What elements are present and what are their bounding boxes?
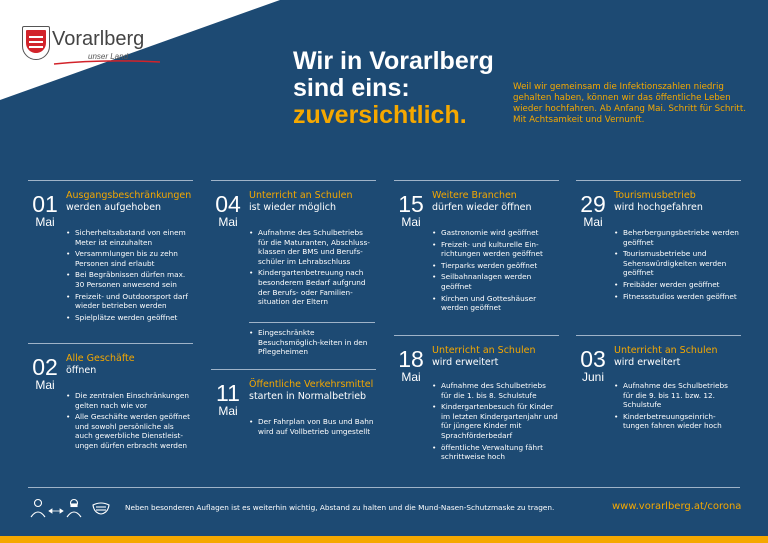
entry-title-accent: Alle Geschäfte [66, 353, 135, 364]
entry-title-accent: Unterricht an Schulen [614, 345, 718, 356]
entry-list [66, 391, 192, 453]
list-item: • Gastronomie wird geöffnet [432, 228, 558, 238]
entry-divider [211, 369, 376, 370]
timeline-entry-18-mai [394, 335, 559, 475]
list-item: • Fitnessstudios werden geöffnet [614, 292, 740, 302]
entry-day: 02 [32, 354, 58, 380]
entry-divider [28, 180, 193, 181]
entry-title-sub: werden aufgehoben [66, 202, 162, 213]
entry-list [432, 228, 558, 315]
entry-title-accent: Unterricht an Schulen [249, 190, 353, 201]
timeline-entry-15-mai [394, 180, 559, 325]
entry-divider [28, 343, 193, 344]
vorarlberg-logo[interactable] [22, 26, 172, 74]
logo-subtitle: unser Land [88, 52, 129, 61]
entry-list [249, 228, 375, 309]
entry-extra-list [249, 328, 375, 359]
entry-day: 29 [580, 191, 606, 217]
list-item: • Alle Geschäfte werden geöffnet und sowohl persönliche als auch gewerbliche Dienstleist-ungen dürfen erbracht werden [66, 412, 192, 450]
headline-line1: Wir in Vorarlberg [293, 47, 494, 75]
entry-subdivider [249, 322, 375, 323]
list-item: • Eingeschränkte Besuchsmöglich-keiten in den Pflegeheimen [249, 328, 375, 357]
footer-divider [28, 487, 740, 488]
person-icon [31, 500, 45, 518]
entry-month: Mai [35, 215, 55, 229]
entry-divider [211, 180, 376, 181]
entry-divider [394, 180, 559, 181]
timeline-entry-04-mai [211, 180, 376, 355]
list-item: • Spielplätze werden geöffnet [66, 313, 192, 323]
entry-list [66, 228, 192, 324]
list-item: • Kinderbetreuungseinrich-tungen fahren wieder hoch [614, 412, 740, 431]
list-item: • Beherbergungsbetriebe werden geöffnet [614, 228, 740, 247]
list-item: • Bei Begräbnissen dürfen max. 30 Personen anwesend sein [66, 270, 192, 289]
list-item: • öffentliche Verwaltung fährt schrittweise hoch [432, 443, 558, 462]
entry-title-sub: ist wieder möglich [249, 202, 337, 213]
entry-month: Juni [581, 370, 604, 384]
entry-title-sub: wird hochgefahren [614, 202, 703, 213]
intro-text: Weil wir gemeinsam die Infektionszahlen niedrig gehalten haben, können wir das öffentliche Leben wieder hochfahren. Ab Anfang Mai. Schritt für Schritt. Mit Achtsamkeit und Vernunft. [513, 82, 747, 125]
list-item: • Aufnahme des Schulbetriebs für die 9. bis 11. bzw. 12. Schulstufe [614, 381, 740, 410]
entry-month: Mai [401, 370, 421, 384]
list-item: • Versammlungen bis zu zehn Personen sind erlaubt [66, 249, 192, 268]
timeline-entry-03-juni [576, 335, 741, 455]
entry-date [28, 192, 62, 229]
footer-url-link[interactable]: www.vorarlberg.at/corona [612, 501, 742, 512]
entry-title [66, 353, 135, 377]
entry-title [66, 190, 191, 214]
entry-month: Mai [218, 404, 238, 418]
bottom-accent-bar [0, 536, 768, 543]
distance-arrow-icon [49, 509, 63, 513]
list-item: • Kindergartenbesuch für Kinder im letzten Kindergartenjahr und für jüngere Kinder mit Sprachförderbedarf [432, 402, 558, 440]
coat-of-arms-icon [22, 26, 50, 60]
list-item: • Kindergartenbetreuung nach besonderem Bedarf aufgrund der Berufs- oder Familien-situation der Eltern [249, 268, 375, 306]
timeline-entry-02-mai [28, 343, 193, 463]
entry-divider [394, 335, 559, 336]
list-item: • Sicherheitsabstand von einem Meter ist einzuhalten [66, 228, 192, 247]
entry-title [432, 190, 532, 214]
mask-icon [93, 503, 109, 514]
entry-date [211, 381, 245, 418]
entry-day: 03 [580, 346, 606, 372]
entry-title-sub: öffnen [66, 365, 97, 376]
entry-title-sub: wird erweitert [614, 357, 681, 368]
entry-list [432, 381, 558, 464]
entry-title-sub: wird erweitert [432, 357, 499, 368]
timeline-entry-01-mai [28, 180, 193, 340]
entry-title-accent: Unterricht an Schulen [432, 345, 536, 356]
entry-day: 11 [216, 380, 240, 406]
entry-title-sub: dürfen wieder öffnen [432, 202, 532, 213]
list-item: • Seilbahnanlagen werden geöffnet [432, 272, 558, 291]
entry-list [249, 417, 375, 438]
entry-title-accent: Öffentliche Verkehrsmittel [249, 379, 374, 390]
entry-title [249, 190, 352, 214]
entry-day: 04 [215, 191, 241, 217]
entry-title [614, 345, 717, 369]
entry-divider [576, 335, 741, 336]
entry-date [576, 192, 610, 229]
entry-month: Mai [401, 215, 421, 229]
list-item: • Der Fahrplan von Bus und Bahn wird auf Vollbetrieb umgestellt [249, 417, 375, 436]
entry-month: Mai [35, 378, 55, 392]
entry-title-accent: Tourismusbetrieb [614, 190, 696, 201]
entry-date [28, 355, 62, 392]
list-item: • Die zentralen Einschränkungen gelten nach wie vor [66, 391, 192, 410]
headline-accent: zuversichtlich. [293, 101, 467, 129]
person-icon [67, 500, 81, 518]
headline-line2: sind eins: [293, 74, 410, 102]
timeline-entry-29-mai [576, 180, 741, 325]
list-item: • Tourismusbetriebe und Sehenswürdigkeiten werden geöffnet [614, 249, 740, 278]
logo-name: Vorarlberg [52, 28, 145, 50]
entry-list [614, 228, 740, 303]
footer-icons [30, 497, 112, 519]
entry-title-sub: starten in Normalbetrieb [249, 391, 367, 402]
list-item: • Tierparks werden geöffnet [432, 261, 558, 271]
entry-title-accent: Weitere Branchen [432, 190, 517, 201]
entry-month: Mai [218, 215, 238, 229]
list-item: • Kirchen und Gotteshäuser werden geöffnet [432, 294, 558, 313]
entry-title [432, 345, 535, 369]
list-item: • Aufnahme des Schulbetriebs für die Maturanten, Abschluss-klassen der BMS und Berufs-schüler im Lehrabschluss [249, 228, 375, 266]
entry-list [614, 381, 740, 433]
headline [293, 48, 494, 129]
entry-title-accent: Ausgangsbeschränkungen [66, 190, 192, 201]
footer-text: Neben besonderen Auflagen ist es weiterhin wichtig, Abstand zu halten und die Mund-Nasen-Schutzmaske zu tragen. [125, 503, 555, 512]
timeline-entry-11-mai [211, 369, 376, 469]
entry-day: 18 [398, 346, 424, 372]
entry-day: 01 [32, 191, 58, 217]
entry-date [394, 347, 428, 384]
list-item: • Freizeit- und Outdoorsport darf wieder betrieben werden [66, 292, 192, 311]
entry-date [211, 192, 245, 229]
entry-title [249, 379, 373, 403]
list-item: • Aufnahme des Schulbetriebs für die 1. bis 8. Schulstufe [432, 381, 558, 400]
entry-divider [576, 180, 741, 181]
entry-date [394, 192, 428, 229]
list-item: • Freizeit- und kulturelle Ein-richtungen werden geöffnet [432, 240, 558, 259]
entry-day: 15 [398, 191, 424, 217]
entry-date [576, 347, 610, 384]
entry-month: Mai [583, 215, 603, 229]
list-item: • Freibäder werden geöffnet [614, 280, 740, 290]
entry-title [614, 190, 703, 214]
